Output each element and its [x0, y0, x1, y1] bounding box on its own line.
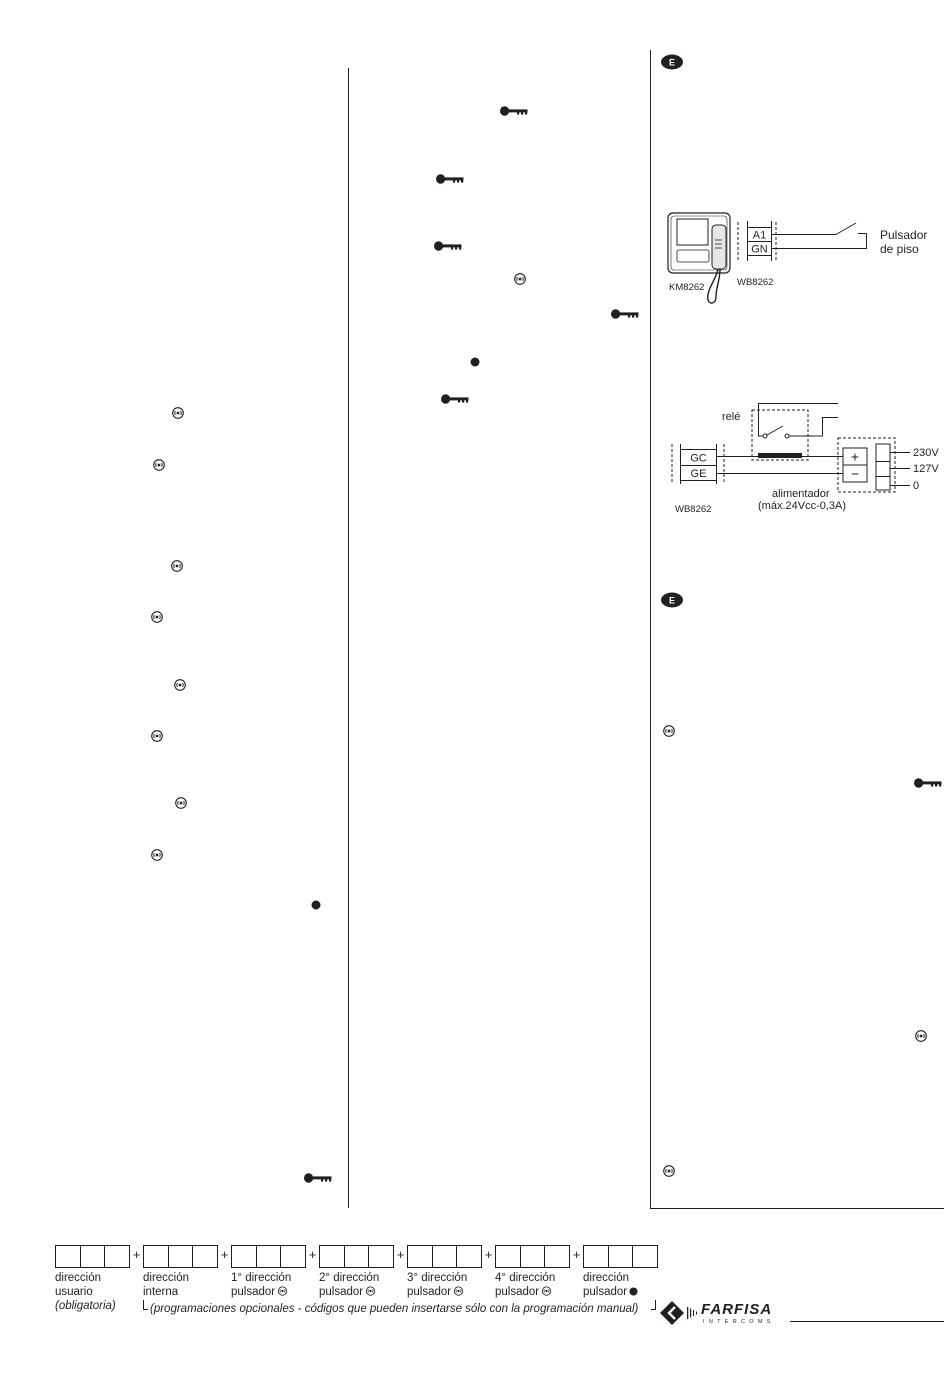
plus-sign: +	[308, 1247, 317, 1262]
code-box	[609, 1246, 634, 1267]
code-box	[193, 1246, 217, 1267]
code-group-label	[583, 1271, 638, 1299]
terminal-gn-label: GN	[751, 243, 768, 256]
label-text: pulsador	[495, 1286, 540, 1298]
illuminated-button-icon	[664, 1166, 675, 1177]
section-badge	[661, 593, 683, 608]
floor-pushbutton-switch	[836, 223, 867, 249]
label-line1: 2° dirección	[319, 1272, 380, 1284]
logo-wordmark: FARFISA	[701, 1301, 773, 1318]
relay-wiring-diagram	[672, 403, 939, 515]
illuminated-button-icon	[152, 612, 163, 623]
optional-bracket-right	[651, 1300, 656, 1310]
code-group-label	[407, 1271, 467, 1299]
label-line1: dirección	[55, 1272, 102, 1284]
code-group-label	[319, 1271, 379, 1299]
filled-dot-icon	[629, 1287, 638, 1296]
code-boxes-dot-button	[583, 1245, 658, 1268]
code-box	[257, 1246, 282, 1267]
floor-button-label-line2: de piso	[880, 242, 919, 256]
code-boxes-button-2	[319, 1245, 394, 1268]
footer-rule	[790, 1321, 944, 1322]
filled-dot-icon	[471, 358, 480, 367]
code-box	[105, 1246, 129, 1267]
illuminated-button-icon	[453, 1286, 464, 1296]
optional-codes-note: (programaciones opcionales - códigos que pueden insertarse sólo con la programación manual)	[150, 1303, 639, 1315]
terminal-ge-label: GE	[690, 468, 707, 480]
code-box	[584, 1246, 609, 1267]
label-line2	[583, 1285, 638, 1299]
section-badge	[661, 55, 683, 70]
monitor-screen	[677, 219, 708, 245]
plus-sign: +	[132, 1247, 141, 1262]
code-box	[545, 1246, 569, 1267]
code-box	[457, 1246, 481, 1267]
plus-sign: +	[484, 1247, 493, 1262]
code-box	[521, 1246, 546, 1267]
label-line1: 3° dirección	[407, 1272, 468, 1284]
optional-bracket-left	[143, 1300, 148, 1310]
relay-contact	[758, 403, 823, 438]
negative-terminal-label: −	[850, 465, 860, 482]
plus-sign: +	[220, 1247, 229, 1262]
relay-label: relé	[722, 411, 741, 423]
label-text: pulsador	[407, 1286, 452, 1298]
code-group-label	[143, 1271, 189, 1299]
illuminated-button-icon	[175, 680, 186, 691]
code-box	[169, 1246, 194, 1267]
illuminated-button-icon	[664, 726, 675, 737]
code-box	[144, 1246, 169, 1267]
illuminated-button-icon	[152, 731, 163, 742]
illuminated-button-icon	[365, 1286, 376, 1296]
label-line2: usuario	[55, 1286, 93, 1298]
code-box	[369, 1246, 393, 1267]
power-supply	[838, 438, 910, 492]
illuminated-button-icon	[277, 1286, 288, 1296]
label-line2	[319, 1285, 379, 1299]
key-icon	[434, 241, 462, 251]
mains-127v-label: 127V	[913, 463, 939, 475]
key-icon	[304, 1173, 332, 1183]
label-text: pulsador	[319, 1286, 364, 1298]
key-icon	[611, 309, 639, 319]
key-icon	[500, 106, 528, 116]
label-line2	[407, 1285, 467, 1299]
floor-button-wiring-diagram	[668, 213, 927, 303]
module-model-label: WB8262	[737, 277, 774, 288]
key-icon	[441, 394, 469, 404]
plus-sign: +	[396, 1247, 405, 1262]
code-group-label	[231, 1271, 291, 1299]
key-icon	[914, 778, 942, 788]
code-boxes-button-4	[495, 1245, 570, 1268]
plus-sign: +	[572, 1247, 581, 1262]
label-line1: dirección	[143, 1272, 190, 1284]
code-box	[320, 1246, 345, 1267]
code-box	[633, 1246, 657, 1267]
terminal-a1-label: A1	[752, 229, 767, 242]
power-supply-rating: (máx.24Vcc-0,3A)	[758, 500, 847, 512]
code-boxes-user-address	[55, 1245, 130, 1268]
section-badge-label: E	[668, 595, 676, 606]
code-box	[345, 1246, 370, 1267]
code-box	[408, 1246, 433, 1267]
label-text: pulsador	[231, 1286, 276, 1298]
code-box	[56, 1246, 81, 1267]
power-supply-label: alimentador	[772, 488, 830, 500]
key-icon	[436, 174, 464, 184]
filled-dot-icon	[312, 901, 321, 910]
code-boxes-button-3	[407, 1245, 482, 1268]
code-box	[496, 1246, 521, 1267]
illuminated-button-icon	[515, 274, 526, 285]
mandatory-note: (obligatoria)	[55, 1300, 116, 1312]
label-line2	[495, 1285, 555, 1299]
code-box	[281, 1246, 305, 1267]
code-box	[433, 1246, 458, 1267]
farfisa-logo-mark	[660, 1300, 700, 1326]
monitor-model-label: KM8262	[669, 282, 705, 293]
mains-0-label: 0	[913, 480, 920, 492]
code-box	[81, 1246, 106, 1267]
module-model-label: WB8262	[675, 504, 712, 515]
illuminated-button-icon	[916, 1031, 927, 1042]
label-text: pulsador	[583, 1286, 628, 1298]
handset-cord	[708, 269, 720, 303]
terminal-block	[672, 444, 724, 484]
illuminated-button-icon	[176, 798, 187, 809]
code-box	[232, 1246, 257, 1267]
code-boxes-button-1	[231, 1245, 306, 1268]
code-group-label	[495, 1271, 555, 1299]
relay-outline	[752, 410, 808, 460]
illuminated-button-icon	[173, 408, 184, 419]
illuminated-button-icon	[152, 850, 163, 861]
terminal-gc-label: GC	[690, 452, 707, 465]
code-boxes-internal-address	[143, 1245, 218, 1268]
label-line1: dirección	[583, 1272, 630, 1284]
label-line1: 1° dirección	[231, 1272, 292, 1284]
code-group-label	[55, 1271, 116, 1313]
relay-coil	[758, 453, 802, 458]
mains-230v-label: 230V	[913, 447, 939, 459]
handset	[712, 225, 726, 269]
illuminated-button-icon	[541, 1286, 552, 1296]
label-line2	[231, 1285, 291, 1299]
illuminated-button-icon	[172, 561, 183, 572]
label-line1: 4° dirección	[495, 1272, 556, 1284]
floor-button-label-line1: Pulsador	[880, 228, 928, 242]
positive-terminal-label: +	[850, 448, 860, 465]
terminal-block	[738, 221, 776, 262]
logo-tagline: INTERCOMS	[703, 1319, 775, 1325]
section-badge-label: E	[668, 57, 676, 68]
illuminated-button-icon	[154, 460, 165, 471]
label-line2: interna	[143, 1286, 179, 1298]
